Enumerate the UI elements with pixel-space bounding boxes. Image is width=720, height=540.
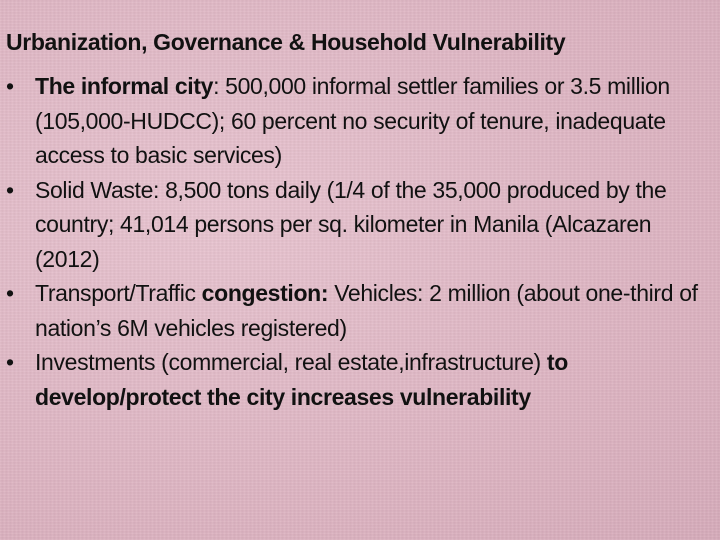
- bullet-dot: •: [6, 280, 14, 306]
- bullet-investments: [6, 345, 714, 414]
- slide-title: Urbanization, Governance & Household Vulnerability: [6, 29, 566, 55]
- bullet-bold-lead: The informal city: [35, 73, 214, 99]
- bullet-bold-tail: to develop/protect the city increases vulnerability: [35, 349, 568, 410]
- bullet-text: Solid Waste: 8,500 tons daily (1/4 of the 35,000 produced by the country; 41,014 persons per sq. kilometer in Manila (Alcazaren (2012): [35, 176, 667, 272]
- bullet-text-before: Transport/Traffic: [35, 280, 202, 306]
- bullet-dot: •: [6, 176, 14, 203]
- bullet-text: : 500,000 informal settler families or 3.5 million (105,000-HUDCC); 60 percent no security of tenure, inadequate access to basic services): [35, 73, 670, 168]
- bullet-transport: [6, 276, 714, 345]
- bullet-dot: •: [6, 349, 14, 375]
- bullet-list: [6, 69, 714, 414]
- bullet-informal-city: [6, 69, 714, 173]
- bullet-text: Investments (commercial, real estate,infrastructure): [35, 349, 547, 375]
- bullet-dot: •: [6, 73, 14, 99]
- bullet-text-after: Vehicles: 2 million (about one-third of nation’s 6M vehicles registered): [35, 280, 698, 341]
- bullet-solid-waste: [6, 173, 714, 277]
- bullet-bold-term: congestion:: [201, 280, 329, 306]
